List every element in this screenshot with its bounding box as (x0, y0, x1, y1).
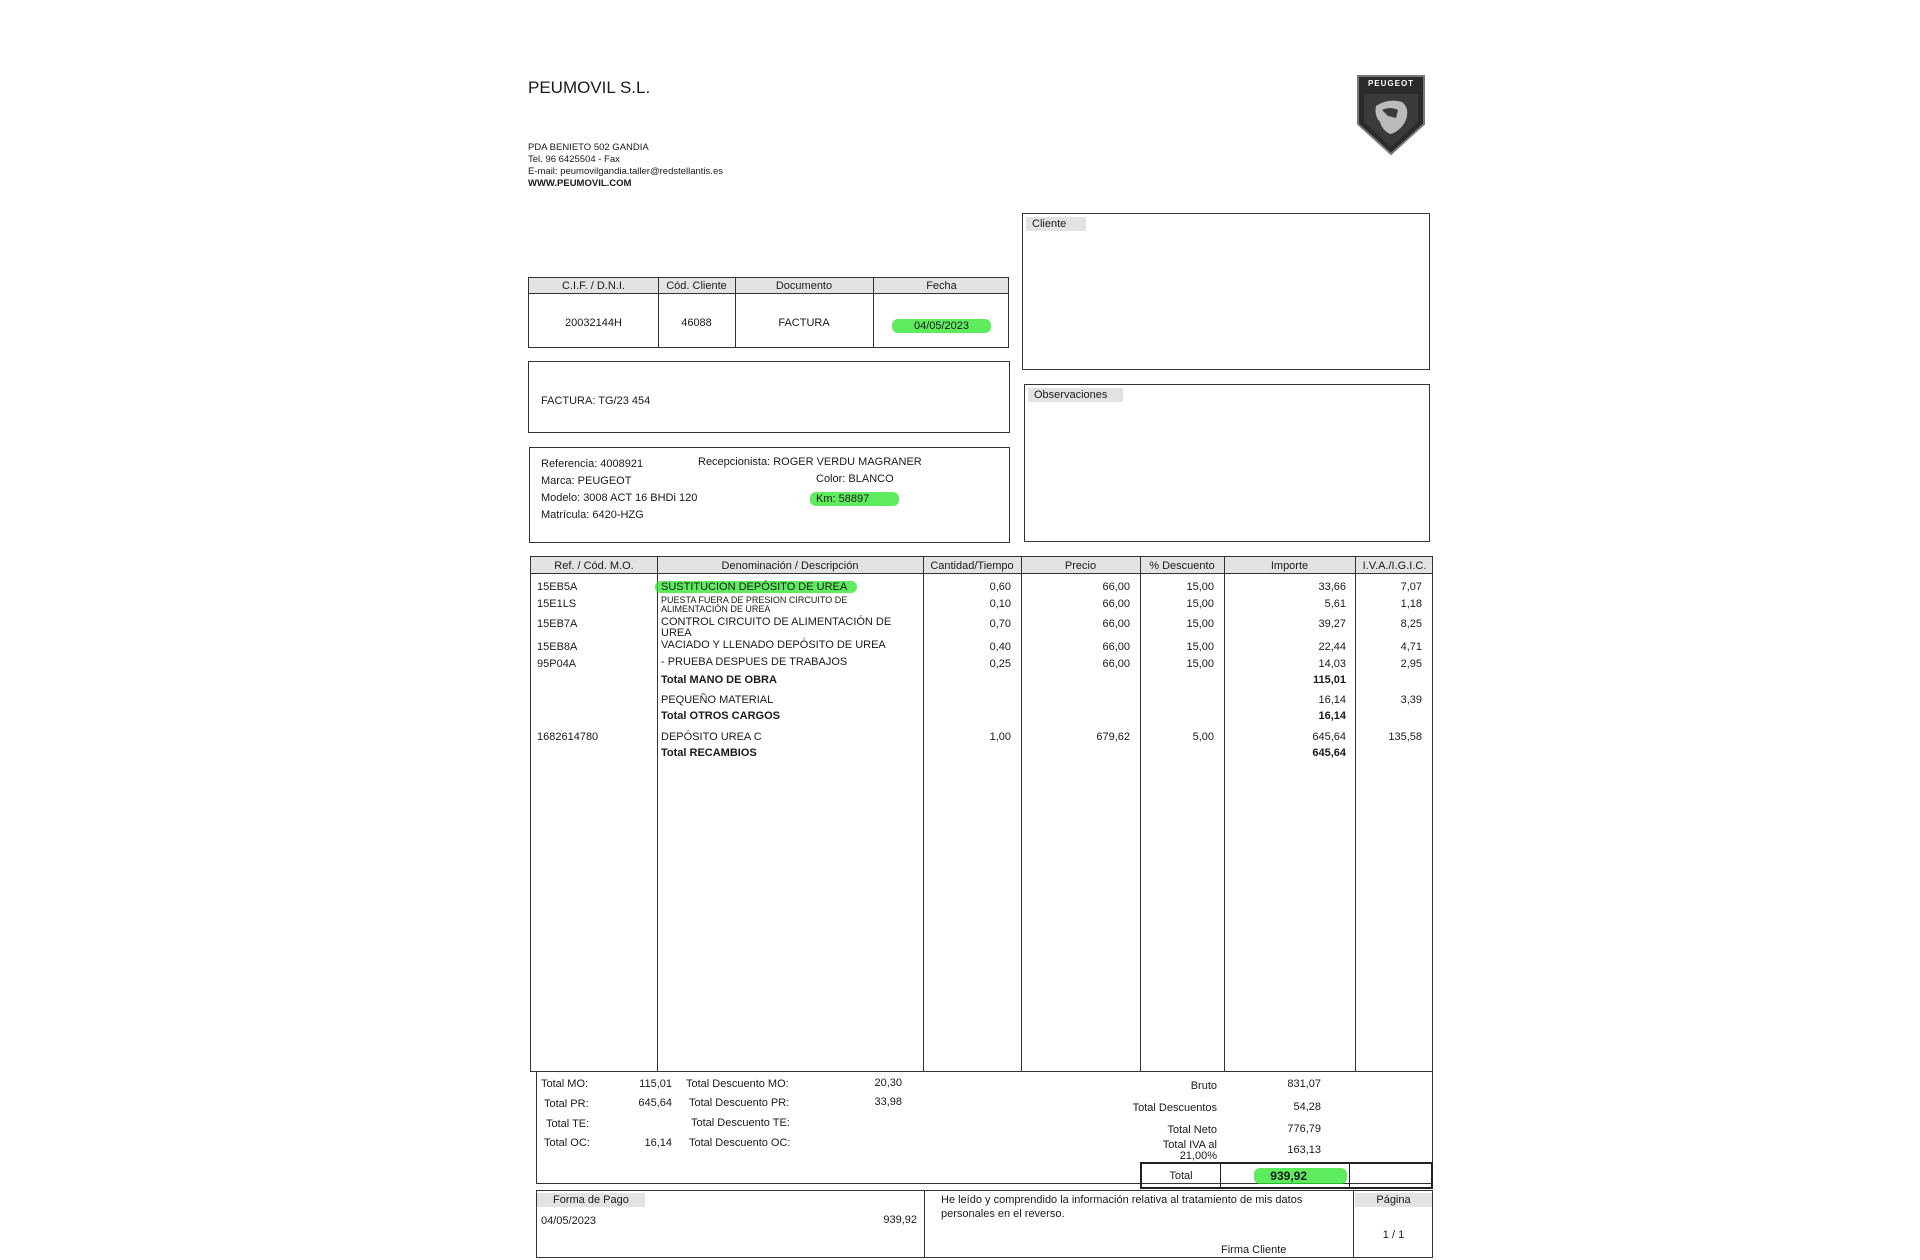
row-description-cont: UREA (661, 627, 692, 639)
row-price: 66,00 (1102, 641, 1130, 653)
summary-disc-mo-value: 20,30 (874, 1077, 902, 1089)
row-price: 66,00 (1102, 581, 1130, 593)
header-date: Fecha (926, 280, 957, 292)
row-amount: 14,03 (1318, 658, 1346, 670)
header-cif: C.I.F. / D.N.I. (562, 280, 625, 292)
row-description: PUESTA FUERA DE PRESION CIRCUITO DE (661, 595, 848, 605)
row-amount: 16,14 (1318, 710, 1346, 722)
row-description: SUSTITUCION DEPÓSITO DE UREA (655, 581, 857, 593)
row-description-cont: ALIMENTACIÓN DE UREA (661, 604, 771, 614)
summary-disc-te-label: Total Descuento TE: (691, 1117, 790, 1129)
row-description: Total MANO DE OBRA (661, 674, 777, 686)
row-amount: 645,64 (1312, 731, 1346, 743)
payment-date: 04/05/2023 (541, 1215, 597, 1227)
signature-label: Firma Cliente (1221, 1244, 1287, 1256)
row-ref: 15EB8A (537, 641, 578, 653)
total-label: Total (1169, 1170, 1193, 1182)
vehicle-km: Km: 58897 (810, 492, 899, 506)
vehicle-brand: Marca: PEUGEOT (541, 475, 632, 487)
row-discount: 5,00 (1192, 731, 1214, 743)
company-website: WWW.PEUMOVIL.COM (528, 178, 632, 189)
summary-disc-oc-label: Total Descuento OC: (689, 1137, 791, 1149)
row-amount: 115,01 (1312, 674, 1346, 686)
cif-value: 20032144H (565, 317, 622, 329)
col-header-amount: Importe (1270, 560, 1309, 572)
client-label: Cliente (1026, 217, 1086, 231)
summary-pr-label: Total PR: (544, 1098, 589, 1110)
document-value: FACTURA (778, 317, 830, 329)
row-discount: 15,00 (1186, 598, 1214, 610)
page-label: Página (1355, 1193, 1432, 1207)
row-price: 66,00 (1102, 618, 1130, 630)
row-ref: 15E1LS (537, 598, 577, 610)
summary-gross-value: 831,07 (1287, 1078, 1321, 1090)
company-name: PEUMOVIL S.L. (528, 78, 651, 97)
row-vat: 2,95 (1400, 658, 1422, 670)
footer-box (536, 1190, 1433, 1258)
client-code-value: 46088 (681, 317, 712, 329)
summary-oc-value: 16,14 (644, 1137, 672, 1149)
row-vat: 3,39 (1400, 694, 1422, 706)
row-description: VACIADO Y LLENADO DEPÓSITO DE UREA (661, 639, 886, 651)
summary-net-value: 776,79 (1287, 1123, 1321, 1135)
col-header-vat: I.V.A./I.G.I.C. (1362, 560, 1427, 572)
client-box (1022, 213, 1430, 370)
row-price: 679,62 (1096, 731, 1130, 743)
col-header-discount: % Descuento (1149, 560, 1215, 572)
total-value: 939,92 (1254, 1168, 1347, 1184)
vehicle-plate: Matrícula: 6420-HZG (541, 509, 644, 521)
vehicle-color: Color: BLANCO (816, 473, 894, 485)
summary-discounts-label: Total Descuentos (1132, 1102, 1217, 1114)
row-discount: 15,00 (1186, 641, 1214, 653)
row-description: Total OTROS CARGOS (661, 710, 780, 722)
row-ref: 15EB5A (537, 581, 578, 593)
vehicle-model: Modelo: 3008 ACT 16 BHDi 120 (541, 492, 698, 504)
summary-disc-pr-label: Total Descuento PR: (689, 1097, 790, 1109)
row-description: Total RECAMBIOS (661, 747, 757, 759)
payment-label: Forma de Pago (537, 1193, 645, 1207)
invoice-number: FACTURA: TG/23 454 (541, 395, 651, 407)
peugeot-logo (1352, 72, 1430, 156)
row-amount: 22,44 (1318, 641, 1346, 653)
col-header-description: Denominación / Descripción (721, 560, 859, 572)
company-email: E-mail: peumovilgandia.taller@redstellantis.es (528, 166, 723, 177)
summary-disc-mo-label: Total Descuento MO: (686, 1078, 789, 1090)
vehicle-receptionist: Recepcionista: ROGER VERDU MAGRANER (698, 456, 922, 468)
summary-te-label: Total TE: (546, 1118, 590, 1130)
col-header-quantity: Cantidad/Tiempo (930, 560, 1014, 572)
row-amount: 645,64 (1312, 747, 1346, 759)
row-amount: 16,14 (1318, 694, 1346, 706)
header-document: Documento (775, 280, 833, 292)
privacy-notice: He leído y comprendido la información relativa al tratamiento de mis datos personales en el reverso. (941, 1194, 1303, 1220)
vehicle-box (529, 447, 1010, 543)
row-description: DEPÓSITO UREA C (661, 731, 762, 743)
header-client-code: Cód. Cliente (666, 280, 727, 292)
row-quantity: 1,00 (989, 731, 1011, 743)
row-price: 66,00 (1102, 598, 1130, 610)
row-description: CONTROL CIRCUITO DE ALIMENTACIÓN DE (661, 616, 892, 628)
summary-mo-value: 115,01 (639, 1078, 672, 1090)
company-phone: Tel. 96 6425504 - Fax (528, 154, 620, 165)
row-description: PEQUEÑO MATERIAL (661, 694, 774, 706)
row-quantity: 0,70 (989, 618, 1011, 630)
col-header-price: Precio (1064, 560, 1097, 572)
company-address: PDA BENIETO 502 GANDIA (528, 142, 649, 153)
row-discount: 15,00 (1186, 581, 1214, 593)
invoice-number-box (528, 361, 1010, 433)
summary-gross-label: Bruto (1190, 1080, 1217, 1092)
summary-box (536, 1072, 1433, 1184)
date-value: 04/05/2023 (892, 319, 991, 333)
observations-label: Observaciones (1028, 388, 1123, 402)
row-ref: 15EB7A (537, 618, 578, 630)
summary-vat-value: 163,13 (1287, 1144, 1321, 1156)
row-ref: 95P04A (537, 658, 577, 670)
row-vat: 4,71 (1400, 641, 1422, 653)
summary-discounts-value: 54,28 (1293, 1101, 1321, 1113)
row-vat: 1,18 (1400, 598, 1422, 610)
row-quantity: 0,60 (989, 581, 1011, 593)
row-quantity: 0,25 (989, 658, 1011, 670)
row-amount: 39,27 (1318, 618, 1346, 630)
summary-oc-label: Total OC: (544, 1137, 590, 1149)
summary-disc-pr-value: 33,98 (874, 1096, 902, 1108)
id-table (528, 277, 1009, 348)
summary-vat-label: Total IVA al 21,00% (1162, 1139, 1217, 1162)
row-price: 66,00 (1102, 658, 1130, 670)
row-quantity: 0,40 (989, 641, 1011, 653)
row-discount: 15,00 (1186, 658, 1214, 670)
row-ref: 1682614780 (537, 731, 599, 743)
row-amount: 33,66 (1318, 581, 1346, 593)
row-description: - PRUEBA DESPUES DE TRABAJOS (661, 656, 848, 668)
row-quantity: 0,10 (989, 598, 1011, 610)
summary-mo-label: Total MO: (541, 1078, 589, 1090)
row-amount: 5,61 (1324, 598, 1346, 610)
col-header-ref: Ref. / Cód. M.O. (554, 560, 634, 572)
row-discount: 15,00 (1186, 618, 1214, 630)
vehicle-reference: Referencia: 4008921 (541, 458, 644, 470)
row-vat: 7,07 (1400, 581, 1422, 593)
payment-amount: 939,92 (883, 1214, 917, 1226)
page-value: 1 / 1 (1382, 1229, 1405, 1241)
lines-table (530, 556, 1433, 1072)
row-vat: 8,25 (1400, 618, 1422, 630)
peugeot-logo-text: PEUGEOT (1367, 79, 1415, 88)
summary-pr-value: 645,64 (638, 1097, 672, 1109)
summary-net-label: Total Neto (1167, 1124, 1217, 1136)
total-box (1140, 1162, 1433, 1189)
observations-box (1024, 384, 1430, 542)
row-vat: 135,58 (1388, 731, 1422, 743)
